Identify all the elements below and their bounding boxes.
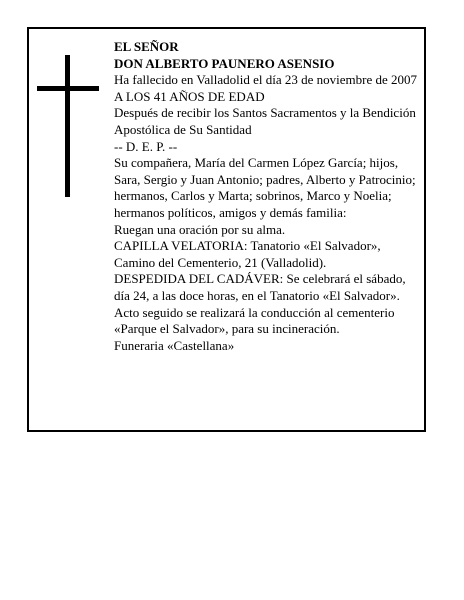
chapel-info: CAPILLA VELATORIA: Tanatorio «El Salvador», Camino del Cementerio, 21 (Valladolid). xyxy=(114,238,381,270)
sacraments-statement: Después de recibir los Santos Sacramentos y la Bendición Apostólica de Su Santidad xyxy=(114,105,416,137)
cross-vertical-bar xyxy=(65,55,70,197)
farewell-info: DESPEDIDA DEL CADÁVER: Se celebrará el sábado, día 24, a las doce horas, en el Tanatorio «El Salvador». Acto seguido se realizará la conducción al cementerio «Parque el Salvador», para su incineración. xyxy=(114,271,406,337)
family-statement: Su compañera, María del Carmen López García; hijos, Sara, Sergio y Juan Antonio; padres, Alberto y Patrocinio; hermanos, Carlos y Marta; sobrinos, Marco y Noelia; hermanos políticos, amigos y demás familia: xyxy=(114,155,416,220)
notice-title: EL SEÑOR xyxy=(114,39,179,54)
deceased-name: DON ALBERTO PAUNERO ASENSIO xyxy=(114,55,335,71)
obituary-text xyxy=(114,39,418,354)
latin-cross-icon xyxy=(37,55,99,197)
rip-line: -- D. E. P. -- xyxy=(114,138,178,154)
death-statement: Ha fallecido en Valladolid el día 23 de noviembre de 2007 xyxy=(114,72,417,88)
prayer-request: Ruegan una oración por su alma. xyxy=(114,221,286,237)
cross-horizontal-bar xyxy=(37,86,99,91)
age-statement: A LOS 41 AÑOS DE EDAD xyxy=(114,88,265,104)
funeral-home: Funeraria «Castellana» xyxy=(114,337,235,353)
